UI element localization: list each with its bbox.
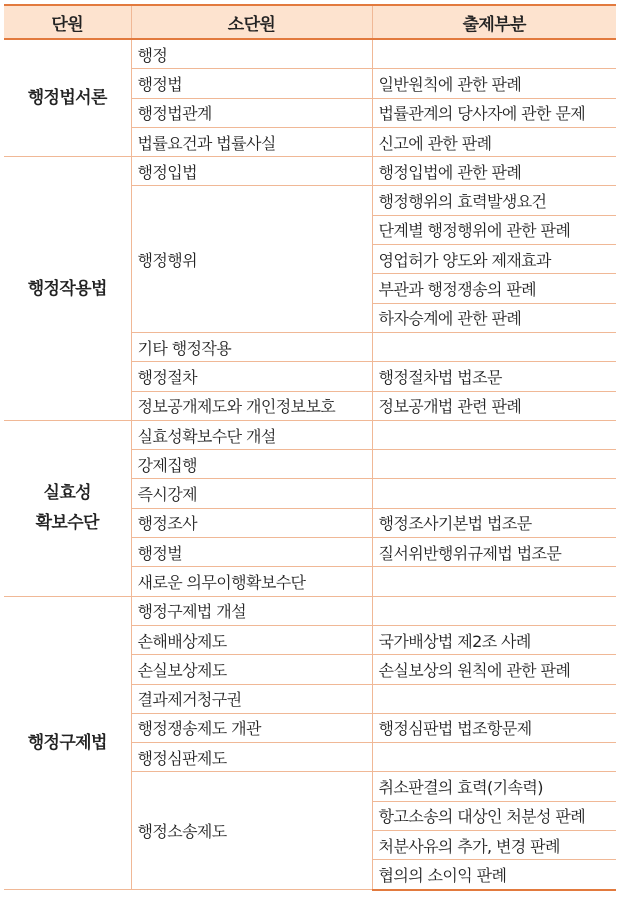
- topic-cell: 처분사유의 추가, 변경 판례: [372, 831, 616, 860]
- topic-cell: [372, 567, 616, 596]
- subunit-cell: 행정심판제도: [131, 743, 372, 772]
- header-unit: 단원: [4, 5, 131, 39]
- topic-cell: 신고에 관한 판례: [372, 127, 616, 156]
- table-row: [4, 596, 616, 625]
- topic-cell: 항고소송의 대상인 처분성 판례: [372, 801, 616, 830]
- topic-cell: 정보공개법 관련 판례: [372, 391, 616, 420]
- unit-cell: 행정구제법: [4, 596, 131, 889]
- subunit-cell: 행정법: [131, 69, 372, 98]
- topic-cell: 부관과 행정쟁송의 판례: [372, 274, 616, 303]
- subunit-cell: 행정절차: [131, 362, 372, 391]
- subunit-cell: 행정: [131, 39, 372, 69]
- topic-cell: 법률관계의 당사자에 관한 문제: [372, 98, 616, 127]
- topic-cell: 취소판결의 효력(기속력): [372, 772, 616, 801]
- topic-cell: 질서위반행위규제법 법조문: [372, 538, 616, 567]
- subunit-cell: 행정조사: [131, 508, 372, 537]
- topic-cell: 하자승계에 관한 판례: [372, 303, 616, 332]
- subunit-cell: 손해배상제도: [131, 625, 372, 654]
- header-subunit: 소단원: [131, 5, 372, 39]
- topic-cell: 일반원칙에 관한 판례: [372, 69, 616, 98]
- subunit-cell: 행정입법: [131, 157, 372, 186]
- subunit-cell: 실효성확보수단 개설: [131, 420, 372, 449]
- topic-cell: [372, 596, 616, 625]
- subunit-cell: 행정행위: [131, 186, 372, 332]
- subunit-cell: 결과제거청구권: [131, 684, 372, 713]
- topic-cell: 영업허가 양도와 제재효과: [372, 245, 616, 274]
- subunit-cell: 정보공개제도와 개인정보보호: [131, 391, 372, 420]
- exam-scope-table: [4, 4, 616, 891]
- topic-cell: [372, 684, 616, 713]
- unit-label-line: 실효성: [43, 483, 91, 504]
- subunit-cell: 행정벌: [131, 538, 372, 567]
- subunit-cell: 법률요건과 법률사실: [131, 127, 372, 156]
- subunit-cell: 새로운 의무이행확보수단: [131, 567, 372, 596]
- subunit-cell: 행정법관계: [131, 98, 372, 127]
- topic-cell: [372, 743, 616, 772]
- table-header-row: [4, 5, 616, 39]
- topic-cell: [372, 39, 616, 69]
- topic-cell: [372, 420, 616, 449]
- header-topic: 출제부분: [372, 5, 616, 39]
- subunit-cell: 행정쟁송제도 개관: [131, 713, 372, 742]
- unit-cell: [4, 420, 131, 596]
- subunit-cell: 강제집행: [131, 450, 372, 479]
- subunit-cell: 행정구제법 개설: [131, 596, 372, 625]
- topic-cell: 행정심판법 법조항문제: [372, 713, 616, 742]
- topic-cell: 행정조사기본법 법조문: [372, 508, 616, 537]
- topic-cell: 행정행위의 효력발생요건: [372, 186, 616, 215]
- topic-cell: 행정입법에 관한 판례: [372, 157, 616, 186]
- subunit-cell: 행정소송제도: [131, 772, 372, 890]
- table-body: [4, 39, 616, 890]
- subunit-cell: 기타 행정작용: [131, 332, 372, 361]
- topic-cell: [372, 479, 616, 508]
- topic-cell: 국가배상법 제2조 사례: [372, 625, 616, 654]
- topic-cell: 손실보상의 원칙에 관한 판례: [372, 655, 616, 684]
- unit-label-line: 확보수단: [35, 513, 99, 534]
- table-row: [4, 420, 616, 449]
- table-row: [4, 39, 616, 69]
- topic-cell: [372, 450, 616, 479]
- table-row: [4, 157, 616, 186]
- unit-cell: 행정작용법: [4, 157, 131, 421]
- subunit-cell: 즉시강제: [131, 479, 372, 508]
- topic-cell: 단계별 행정행위에 관한 판례: [372, 215, 616, 244]
- subunit-cell: 손실보상제도: [131, 655, 372, 684]
- topic-cell: 협의의 소이익 판례: [372, 860, 616, 890]
- unit-cell: 행정법서론: [4, 39, 131, 157]
- topic-cell: 행정절차법 법조문: [372, 362, 616, 391]
- topic-cell: [372, 332, 616, 361]
